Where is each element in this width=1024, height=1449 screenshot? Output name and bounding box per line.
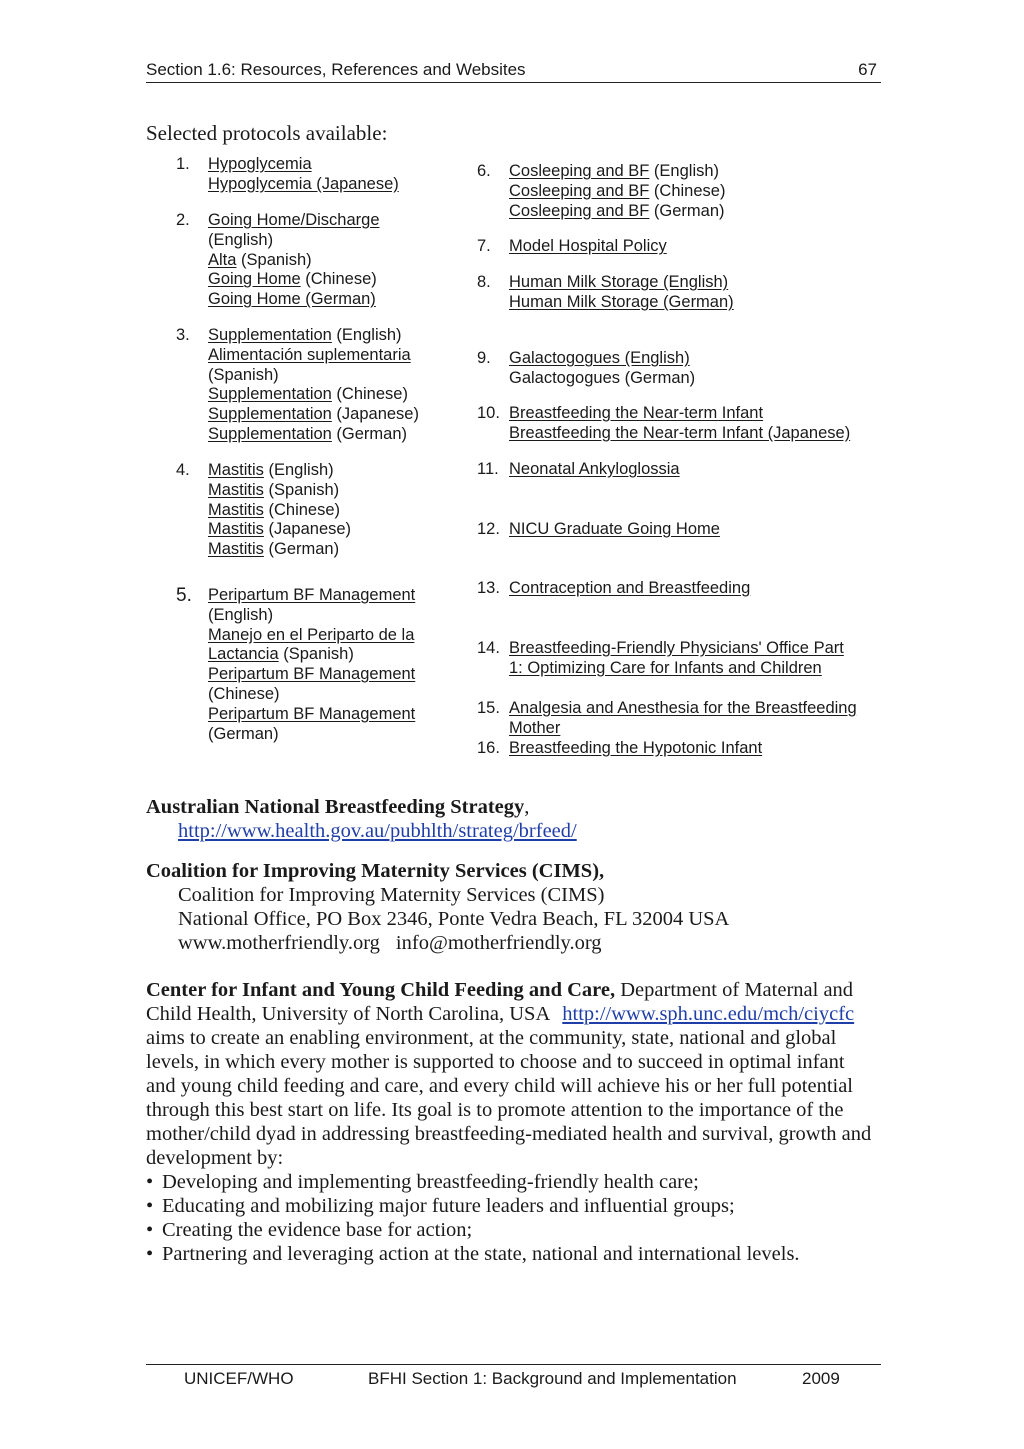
protocol-link[interactable]: Mastitis [208, 540, 264, 559]
protocol-number: 5. [176, 585, 192, 606]
center-bullet-list [146, 1170, 886, 1266]
protocol-link[interactable]: Breastfeeding-Friendly Physicians' Office Part [509, 639, 844, 657]
protocol-number: 9. [477, 349, 491, 367]
center-infant-feeding-entry [146, 978, 886, 1266]
protocol-number: 10. [477, 404, 500, 422]
australian-comma: , [524, 796, 530, 818]
bullet-text: Partnering and leveraging action at the state, national and international levels. [162, 1243, 800, 1265]
center-desc-line: development by: [146, 1147, 284, 1169]
center-desc-line: mother/child dyad in addressing breastfeeding-mediated health and survival, growth and [146, 1123, 872, 1145]
page-footer [146, 1364, 881, 1395]
center-university: Child Health, University of North Carolina, USA [146, 1003, 551, 1025]
footer-title: BFHI Section 1: Background and Implementation [368, 1369, 737, 1388]
protocol-number: 8. [477, 273, 491, 291]
protocol-language-label: Galactogogues (German) [509, 368, 696, 387]
protocol-link[interactable]: Analgesia and Anesthesia for the Breastfeeding [509, 699, 857, 717]
protocol-number: 4. [176, 461, 190, 479]
cims-address: National Office, PO Box 2346, Ponte Vedra Beach, FL 32004 USA [178, 908, 730, 930]
protocol-link[interactable]: Mastitis [208, 480, 264, 499]
protocol-link[interactable]: Breastfeeding the Near-term Infant (Japanese) [509, 423, 851, 442]
protocol-link[interactable]: Galactogogues (English) [509, 349, 690, 367]
australian-strategy-entry [146, 795, 886, 843]
cims-title: Coalition for Improving Maternity Services (CIMS), [146, 860, 605, 882]
protocol-link[interactable]: NICU Graduate Going Home [509, 520, 720, 538]
protocol-language-label: (German) [331, 424, 408, 443]
protocol-number: 16. [477, 739, 500, 757]
protocol-number: 2. [176, 211, 190, 229]
protocol-number: 13. [477, 579, 500, 597]
page-number: 67 [858, 60, 877, 79]
protocol-link[interactable]: Model Hospital Policy [509, 237, 667, 255]
protocol-language-label: (Spanish) [278, 645, 354, 664]
protocol-language-label: (Chinese) [300, 270, 377, 289]
footer-org: UNICEF/WHO [184, 1369, 294, 1388]
protocol-link[interactable]: Human Milk Storage (German) [509, 292, 734, 311]
center-desc-line: aims to create an enabling environment, at the community, state, national and global [146, 1027, 837, 1049]
australian-strategy-link[interactable]: http://www.health.gov.au/pubhlth/strateg/brfeed/ [178, 820, 577, 842]
protocol-language-label: (German) [263, 540, 340, 559]
protocol-link[interactable]: Supplementation [208, 385, 332, 404]
protocol-link[interactable]: Mastitis [208, 461, 264, 479]
protocol-link[interactable]: Supplementation [208, 405, 332, 424]
bullet-icon: • [146, 1219, 154, 1241]
protocol-link[interactable]: Going Home (German) [208, 290, 376, 309]
center-desc-line: through this best start on life. Its goal is to promote attention to the importance of the [146, 1099, 844, 1121]
center-desc-line: levels, in which every mother is supported to choose and to succeed in optimal infant [146, 1051, 845, 1073]
protocol-link[interactable]: Cosleeping and BF [509, 201, 650, 220]
protocol-language-label: (English) [263, 461, 334, 479]
center-title: Center for Infant and Young Child Feeding and Care, [146, 979, 616, 1001]
protocol-link[interactable]: Supplementation [208, 326, 332, 344]
protocol-link[interactable]: Supplementation [208, 424, 332, 443]
protocol-language-label: (Japanese) [263, 520, 352, 539]
protocol-language-label: (Chinese) [263, 500, 341, 519]
protocol-link[interactable]: Going Home/Discharge [208, 211, 380, 229]
protocol-number: 12. [477, 520, 500, 538]
protocol-link[interactable]: Alimentación suplementaria [208, 345, 411, 364]
protocol-language-label: (English) [208, 605, 274, 624]
protocol-language-label: (Spanish) [208, 365, 279, 384]
australian-strategy-title: Australian National Breastfeeding Strategy [146, 796, 525, 818]
protocol-link[interactable]: Mother [509, 718, 561, 737]
protocol-link[interactable]: Hypoglycemia (Japanese) [208, 174, 399, 193]
center-dept: Department of Maternal and [615, 979, 854, 1001]
protocol-link[interactable]: Lactancia [208, 645, 279, 664]
protocol-language-label: (Chinese) [331, 385, 408, 404]
protocol-link[interactable]: Mastitis [208, 520, 264, 539]
bullet-icon: • [146, 1171, 154, 1193]
protocol-language-label: (Chinese) [649, 181, 726, 200]
protocol-language-label: (English) [649, 162, 720, 180]
protocol-number: 11. [477, 460, 499, 478]
cims-website[interactable]: www.motherfriendly.org [178, 932, 380, 954]
bullet-icon: • [146, 1195, 154, 1217]
protocol-number: 15. [477, 699, 500, 717]
center-bullet-item [146, 1194, 886, 1218]
protocol-link[interactable]: Breastfeeding the Near-term Infant [509, 404, 764, 422]
bullet-text: Educating and mobilizing major future leaders and influential groups; [162, 1195, 735, 1217]
protocol-language-label: (German) [649, 201, 725, 220]
protocol-language-label: (Japanese) [331, 405, 419, 424]
protocol-link[interactable]: Contraception and Breastfeeding [509, 579, 751, 597]
protocol-link[interactable]: Cosleeping and BF [509, 162, 650, 180]
protocols-intro: Selected protocols available: [146, 121, 388, 145]
bullet-icon: • [146, 1243, 154, 1265]
protocol-language-label: (German) [208, 724, 279, 743]
protocol-number: 6. [477, 162, 491, 180]
protocol-link[interactable]: Manejo en el Periparto de la [208, 625, 415, 644]
protocol-language-label: (English) [331, 326, 402, 344]
protocol-link[interactable]: Neonatal Ankyloglossia [509, 460, 680, 478]
protocol-link[interactable]: Hypoglycemia [208, 155, 312, 173]
protocol-language-label: (Chinese) [208, 684, 280, 703]
center-desc-line: and young child feeding and care, and every child will achieve his or her full potential [146, 1075, 853, 1097]
protocol-link[interactable]: Peripartum BF Management [208, 665, 416, 684]
protocol-number: 3. [176, 326, 190, 344]
protocol-number: 7. [477, 237, 491, 255]
protocol-language-label: (Spanish) [263, 480, 340, 499]
bullet-text: Creating the evidence base for action; [162, 1219, 473, 1241]
protocol-link[interactable]: Breastfeeding the Hypotonic Infant [509, 739, 763, 757]
center-bullet-item [146, 1242, 886, 1266]
protocol-link[interactable]: 1: Optimizing Care for Infants and Children [509, 658, 822, 677]
footer-year: 2009 [802, 1369, 840, 1388]
protocol-number: 14. [477, 639, 500, 657]
protocol-link[interactable]: Human Milk Storage (English) [509, 273, 729, 291]
protocol-link[interactable]: Alta [208, 250, 237, 269]
center-bullet-item [146, 1170, 886, 1194]
protocol-link[interactable]: Cosleeping and BF [509, 181, 650, 200]
cims-entry [146, 859, 886, 955]
protocol-link[interactable]: Going Home [208, 270, 301, 289]
page-header [146, 60, 881, 83]
cims-name: Coalition for Improving Maternity Services (CIMS) [178, 884, 605, 906]
protocol-link[interactable]: Mastitis [208, 500, 264, 519]
center-bullet-item [146, 1218, 886, 1242]
protocol-link[interactable]: Peripartum BF Management [208, 586, 416, 604]
center-link[interactable]: http://www.sph.unc.edu/mch/ciycfc [562, 1003, 855, 1025]
cims-email[interactable]: info@motherfriendly.org [395, 932, 602, 954]
protocol-language-label: (Spanish) [236, 250, 312, 269]
protocol-number: 1. [176, 155, 190, 173]
protocol-language-label: (English) [208, 230, 274, 249]
protocol-link[interactable]: Peripartum BF Management [208, 704, 416, 723]
section-title: Section 1.6: Resources, References and Websites [146, 60, 526, 79]
bullet-text: Developing and implementing breastfeeding-friendly health care; [162, 1171, 699, 1193]
